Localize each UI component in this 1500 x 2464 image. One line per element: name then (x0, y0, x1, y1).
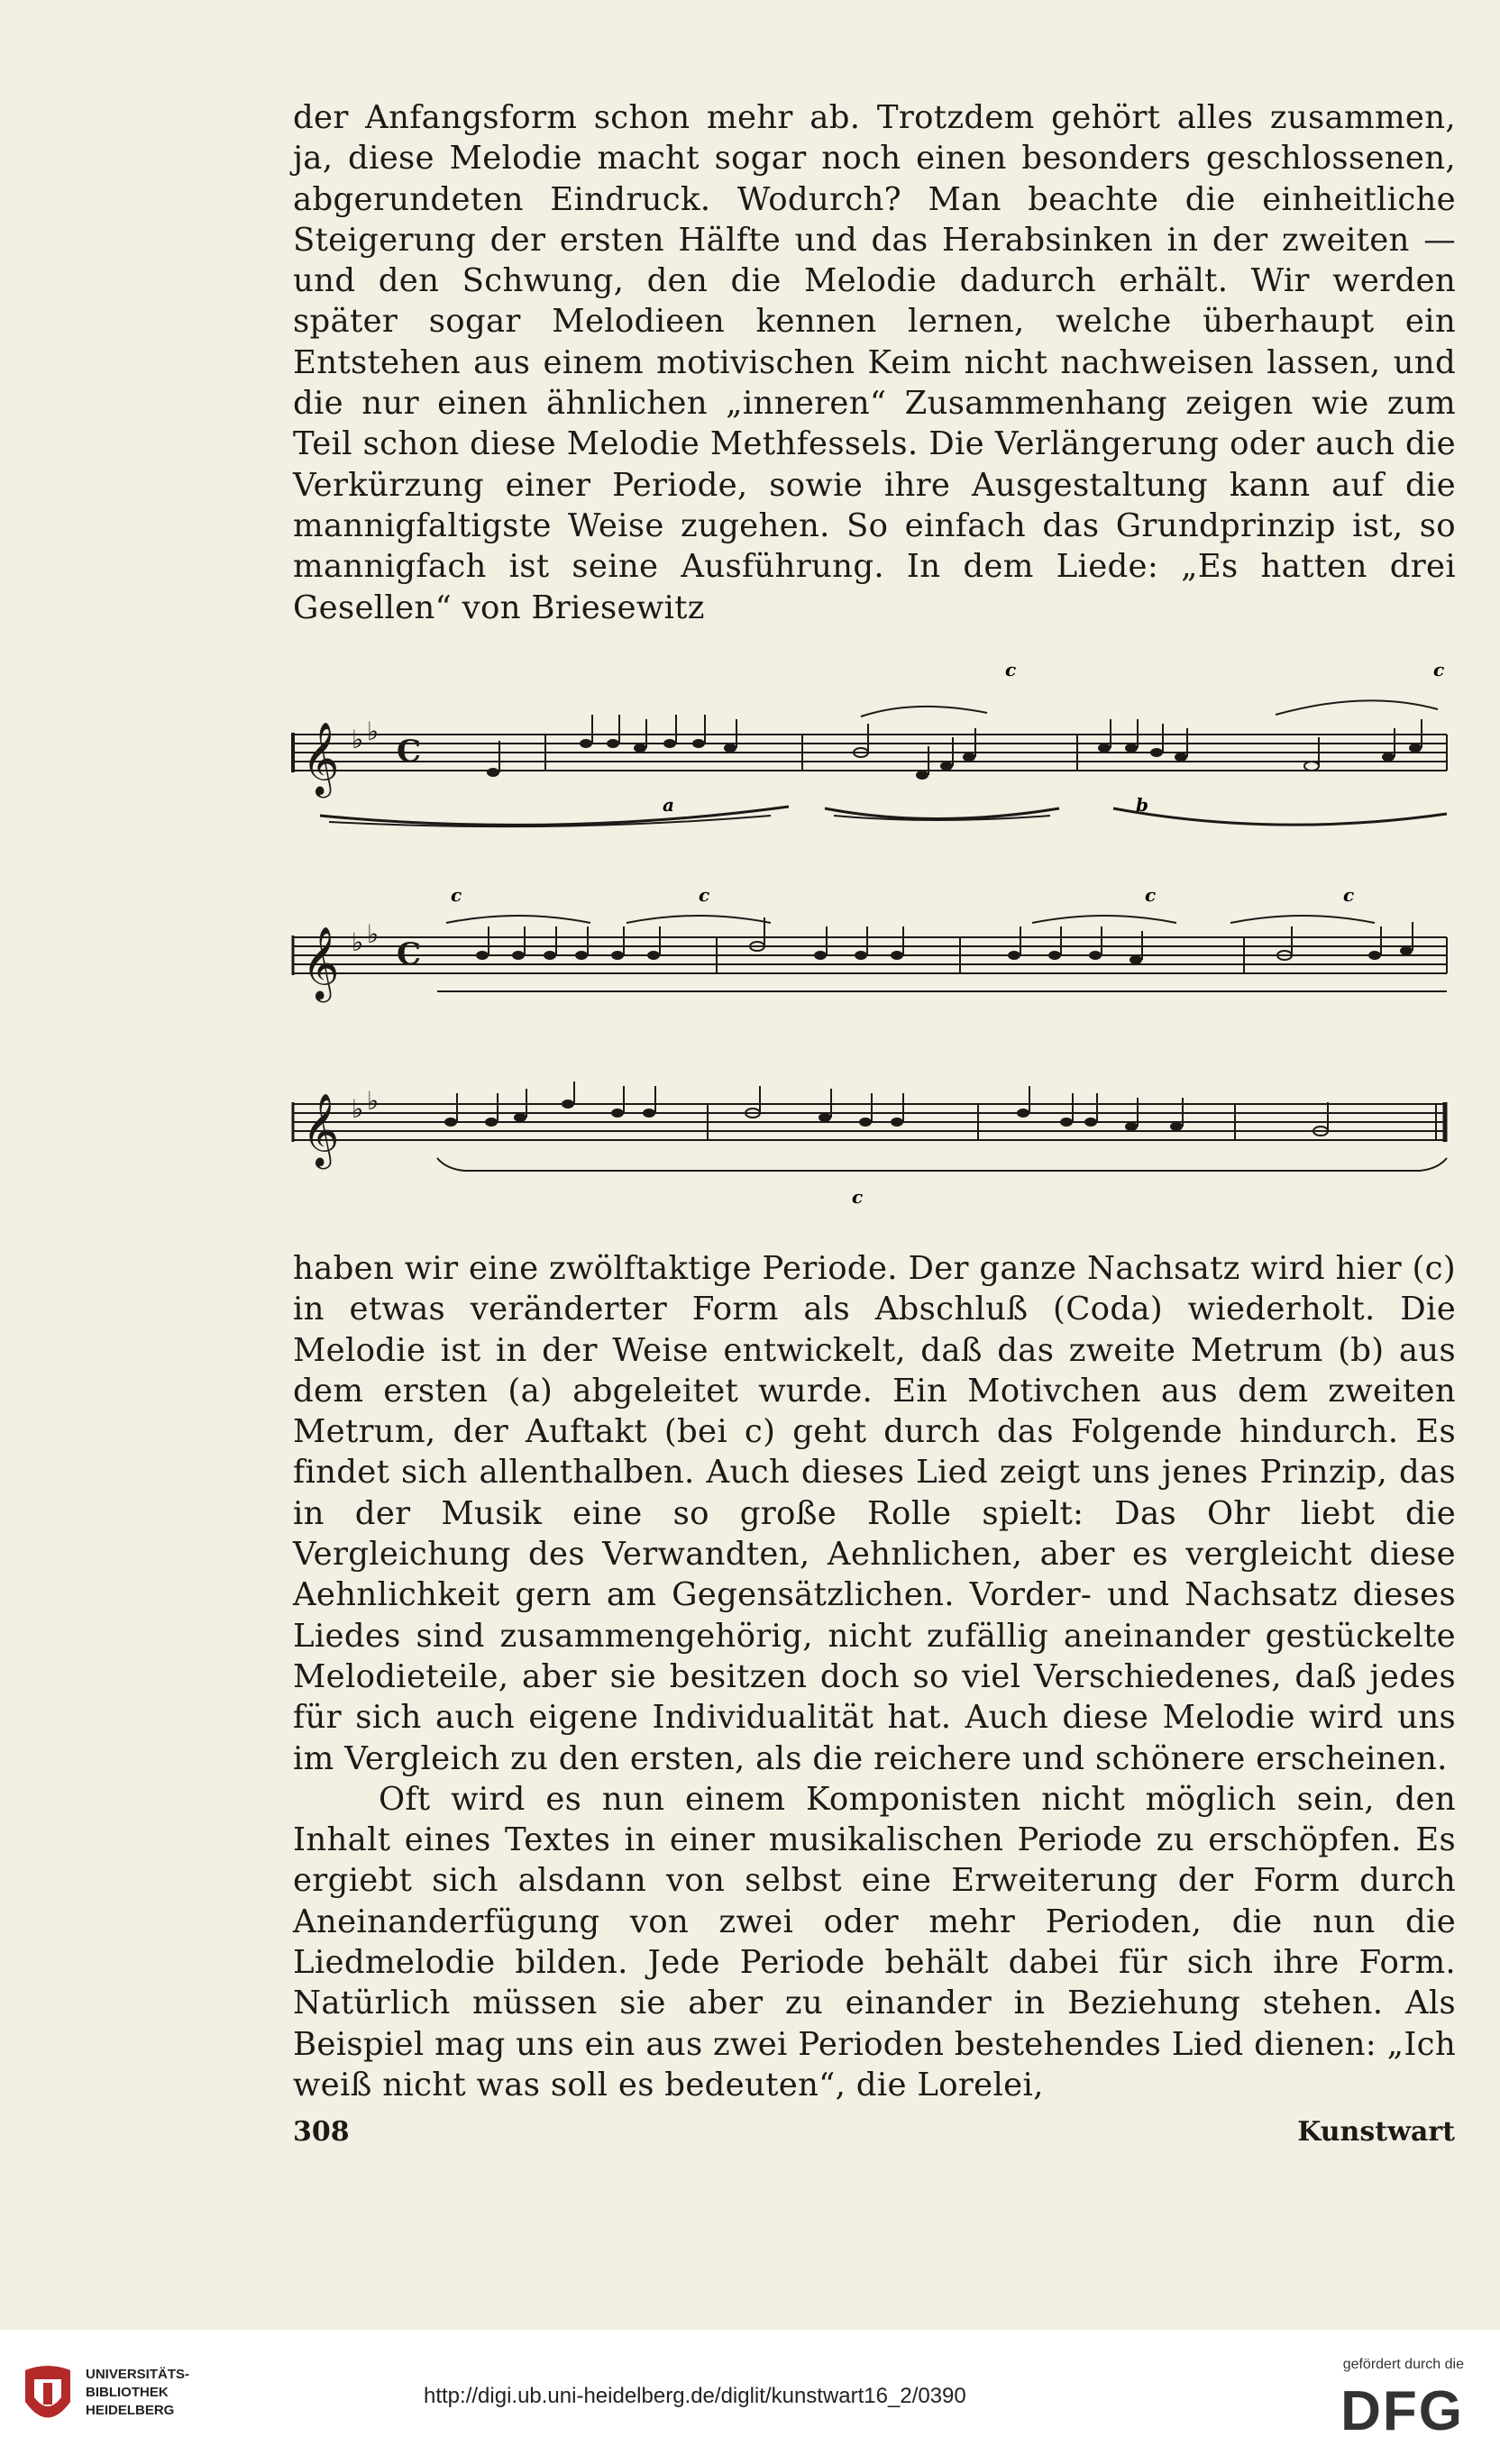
paragraph-bottom (293, 1248, 1456, 2105)
svg-text:♭: ♭ (367, 1086, 380, 1116)
motif-label-c: c (699, 884, 710, 906)
svg-text:♭: ♭ (352, 725, 364, 754)
svg-text:C: C (397, 734, 422, 770)
page-number: 308 (293, 2116, 350, 2148)
motif-label-c: c (852, 1186, 864, 1208)
motif-label-c: c (451, 884, 462, 906)
source-url-link[interactable]: http://digi.ub.uni-heidelberg.de/diglit/kunstwart16_2/0390 (424, 2384, 966, 2408)
svg-text:♭: ♭ (352, 1094, 364, 1124)
motif-label-b: b (1136, 794, 1148, 816)
paragraph-top (293, 97, 1456, 628)
svg-text:𝄞: 𝄞 (302, 1092, 340, 1166)
music-staff-2 (284, 883, 1456, 1005)
motif-label-c: c (1005, 659, 1017, 680)
journal-name: Kunstwart (1297, 2116, 1455, 2148)
svg-text:♭: ♭ (352, 927, 364, 957)
music-staff-1 (284, 653, 1456, 843)
motif-label-c: c (1433, 659, 1445, 680)
university-logo-icon (16, 2361, 79, 2433)
dfg-logo: DFG (1340, 2380, 1464, 2442)
paragraph-text: haben wir eine zwölftaktige Periode. Der ganze Nachsatz wird hier (c) in etwas veränderter Form als Abschluß (Coda) wiederholt. Die Melodie ist in der Weise entwickelt, daß das zweite Metrum (b) aus dem ersten (a) abgeleitet wurde. Ein Motivchen aus dem zweiten Metrum, der Auftakt (bei c) geht durch das Folgende hindurch. Es findet sich allenthalben. Auch dieses Lied zeigt uns jenes Prinzip, das in der Musik eine so große Rolle spielt: Das Ohr liebt die Vergleichung des Verwandten, Aehnlichen, aber es vergleicht diese Aehnlichkeit gern am Gegensätzlichen. Vorder- und Nachsatz dieses Liedes sind zusammengehörig, nicht zufällig aneinander gestückelte Melodieteile, aber sie besitzen doch so viel Verschiedenes, daß jedes für sich auch eigene Individualität hat. Auch diese Melodie wird uns im Vergleich zu den ersten, als die reichere und schönere erscheinen. (293, 1250, 1456, 1777)
svg-text:C: C (397, 936, 422, 972)
svg-text:♭: ♭ (367, 919, 380, 949)
motif-label-c: c (1145, 884, 1157, 906)
library-name: UNIVERSITÄTS- BIBLIOTHEK HEIDELBERG (86, 2367, 190, 2418)
music-staff-3 (284, 1077, 1456, 1212)
motif-label-a: a (663, 794, 674, 816)
motif-label-c: c (1343, 884, 1355, 906)
paragraph-text: Oft wird es nun einem Komponisten nicht möglich sein, den Inhalt eines Textes in einer musikalischen Periode zu erschöpfen. Es ergiebt sich alsdann von selbst eine Erweiterung der Form durch Aneinanderfügung von zwei oder mehr Perioden, die nun die Liedmelodie bilden. Jede Periode behält dabei für sich ihre Form. Natürlich müssen sie aber zu einander in Beziehung stehen. Als Beispiel mag uns ein aus zwei Perioden bestehendes Lied dienen: „Ich weiß nicht was soll es bedeuten“, die Lorelei, (293, 1780, 1456, 2104)
funding-caption: gefördert durch die (1342, 2357, 1464, 2372)
svg-text:𝄞: 𝄞 (302, 926, 340, 999)
svg-text:𝄞: 𝄞 (302, 721, 340, 795)
digitization-bar (0, 2330, 1500, 2464)
svg-text:♭: ♭ (367, 716, 380, 746)
paragraph-text: der Anfangsform schon mehr ab. Trotzdem gehört alles zusammen, ja, diese Melodie macht sogar noch einen besonders geschlossenen, abgerundeten Eindruck. Wodurch? Man beachte die einheitliche Steigerung der ersten Hälfte und das Herabsinken in der zweiten — und den Schwung, den die Melodie dadurch erhält. Wir werden später sogar Melodieen kennen lernen, welche überhaupt ein Entstehen aus einem motivischen Keim nicht nachweisen lassen, und die nur einen ähnlichen „inneren“ Zusammenhang zeigen wie zum Teil schon diese Melodie Methfessels. Die Verlängerung oder auch die Verkürzung einer Periode, sowie ihre Ausgestaltung kann auf die mannigfaltigste Weise zugehen. So einfach das Grundprinzip ist, so mannigfach ist seine Ausführung. In dem Liede: „Es hatten drei Gesellen“ von Briesewitz (293, 99, 1456, 626)
